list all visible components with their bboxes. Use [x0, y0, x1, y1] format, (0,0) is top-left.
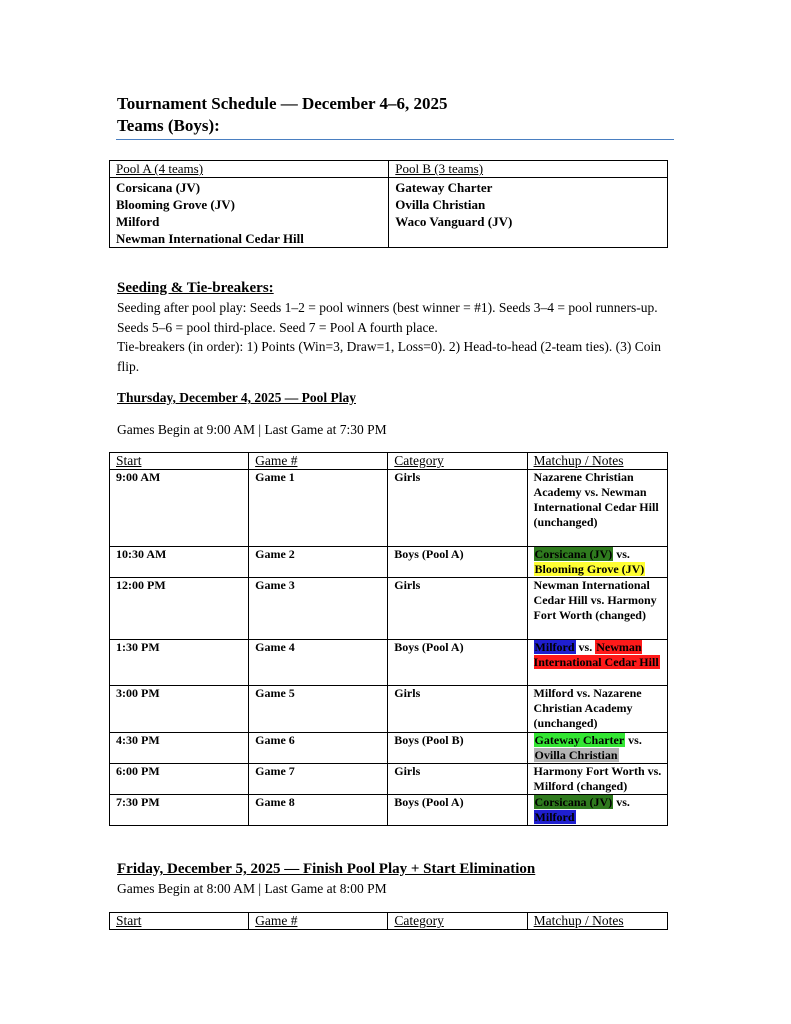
category-cell: Boys (Pool A) — [388, 547, 527, 578]
team-corsicana: Corsicana (JV) — [534, 795, 613, 809]
tiebreaker-text: Tie-breakers (in order): 1) Points (Win=3, Draw=1, Loss=0). 2) Head-to-head (2-team ties). (3) Coin flip. — [117, 339, 662, 374]
category-cell: Boys (Pool B) — [388, 733, 527, 764]
pool-a-header: Pool A (4 teams) — [110, 161, 389, 178]
game-cell: Game 2 — [249, 547, 388, 578]
game-cell: Game 7 — [249, 764, 388, 795]
table-row — [110, 795, 668, 826]
game-cell: Game 1 — [249, 470, 388, 547]
team-gateway-charter: Gateway Charter — [534, 733, 625, 747]
vs-text: vs. — [613, 547, 630, 561]
team-newman: Newman International Cedar Hill — [533, 640, 659, 669]
pool-b-team: Waco Vanguard (JV) — [395, 214, 513, 229]
game-cell: Game 4 — [249, 640, 388, 686]
team-milford: Milford — [534, 640, 575, 654]
pools-table — [109, 160, 668, 248]
friday-heading: Friday, December 5, 2025 — Finish Pool Play + Start Elimination — [117, 861, 536, 877]
pools-header-row — [110, 161, 668, 178]
col-header-matchup: Matchup / Notes — [527, 453, 667, 470]
table-row — [110, 686, 668, 733]
col-header-game: Game # — [249, 453, 388, 470]
start-cell: 12:00 PM — [110, 578, 249, 640]
table-header-row — [110, 913, 668, 930]
table-row — [110, 764, 668, 795]
col-header-category: Category — [388, 913, 527, 930]
friday-schedule-table — [109, 912, 668, 930]
heading-divider — [116, 139, 674, 140]
table-row — [110, 733, 668, 764]
pool-b-team: Ovilla Christian — [395, 197, 486, 212]
col-header-matchup: Matchup / Notes — [527, 913, 667, 930]
start-cell: 3:00 PM — [110, 686, 249, 733]
start-cell: 4:30 PM — [110, 733, 249, 764]
team-corsicana: Corsicana (JV) — [534, 547, 613, 561]
table-row — [110, 578, 668, 640]
page-title — [117, 93, 448, 137]
category-cell: Boys (Pool A) — [388, 640, 527, 686]
pool-b-header: Pool B (3 teams) — [389, 161, 668, 178]
category-cell: Girls — [388, 470, 527, 547]
category-cell: Boys (Pool A) — [388, 795, 527, 826]
matchup-cell — [527, 733, 667, 764]
team-ovilla-christian: Ovilla Christian — [534, 748, 618, 762]
game-cell: Game 3 — [249, 578, 388, 640]
start-cell: 6:00 PM — [110, 764, 249, 795]
pool-b-teams — [389, 178, 668, 248]
table-row — [110, 547, 668, 578]
col-header-start: Start — [110, 453, 249, 470]
matchup-cell — [527, 795, 667, 826]
game-cell: Game 6 — [249, 733, 388, 764]
vs-text: vs. — [625, 733, 642, 747]
col-header-game: Game # — [249, 913, 388, 930]
game-cell: Game 8 — [249, 795, 388, 826]
pools-body-row — [110, 178, 668, 248]
title-line-2: Teams (Boys): — [117, 116, 220, 135]
pool-a-teams — [110, 178, 389, 248]
game-cell: Game 5 — [249, 686, 388, 733]
friday-times: Games Begin at 8:00 AM | Last Game at 8:00 PM — [117, 881, 387, 896]
category-cell: Girls — [388, 764, 527, 795]
pool-a-team: Corsicana (JV) — [116, 180, 201, 195]
category-cell: Girls — [388, 578, 527, 640]
matchup-cell: Harmony Fort Worth vs. Milford (changed) — [527, 764, 667, 795]
col-header-start: Start — [110, 913, 249, 930]
vs-text: vs. — [575, 640, 596, 654]
matchup-cell: Milford vs. Nazarene Christian Academy (unchanged) — [527, 686, 667, 733]
start-cell: 10:30 AM — [110, 547, 249, 578]
team-blooming-grove: Blooming Grove (JV) — [534, 562, 645, 576]
table-row — [110, 640, 668, 686]
matchup-cell: Nazarene Christian Academy vs. Newman International Cedar Hill (unchanged) — [527, 470, 667, 547]
thursday-times: Games Begin at 9:00 AM | Last Game at 7:30 PM — [117, 422, 387, 437]
table-header-row — [110, 453, 668, 470]
title-line-1: Tournament Schedule — December 4–6, 2025 — [117, 94, 448, 113]
matchup-cell — [527, 547, 667, 578]
team-milford: Milford — [534, 810, 575, 824]
thursday-heading: Thursday, December 4, 2025 — Pool Play — [117, 390, 356, 405]
matchup-cell — [527, 640, 667, 686]
table-row — [110, 470, 668, 547]
pool-b-team: Gateway Charter — [395, 180, 493, 195]
vs-text: vs. — [613, 795, 630, 809]
start-cell: 7:30 PM — [110, 795, 249, 826]
start-cell: 1:30 PM — [110, 640, 249, 686]
pool-a-team: Blooming Grove (JV) — [116, 197, 235, 212]
seeding-text: Seeding after pool play: Seeds 1–2 = pool winners (best winner = #1). Seeds 3–4 = pool runners-up. Seeds 5–6 = pool third-place. Seed 7 = Pool A fourth place. — [117, 300, 658, 335]
category-cell: Girls — [388, 686, 527, 733]
pool-a-team: Newman International Cedar Hill — [116, 231, 304, 246]
matchup-cell: Newman International Cedar Hill vs. Harmony Fort Worth (changed) — [527, 578, 667, 640]
start-cell: 9:00 AM — [110, 470, 249, 547]
col-header-category: Category — [388, 453, 527, 470]
seeding-heading: Seeding & Tie-breakers: — [117, 280, 274, 296]
thursday-schedule-table — [109, 452, 668, 826]
pool-a-team: Milford — [116, 214, 160, 229]
